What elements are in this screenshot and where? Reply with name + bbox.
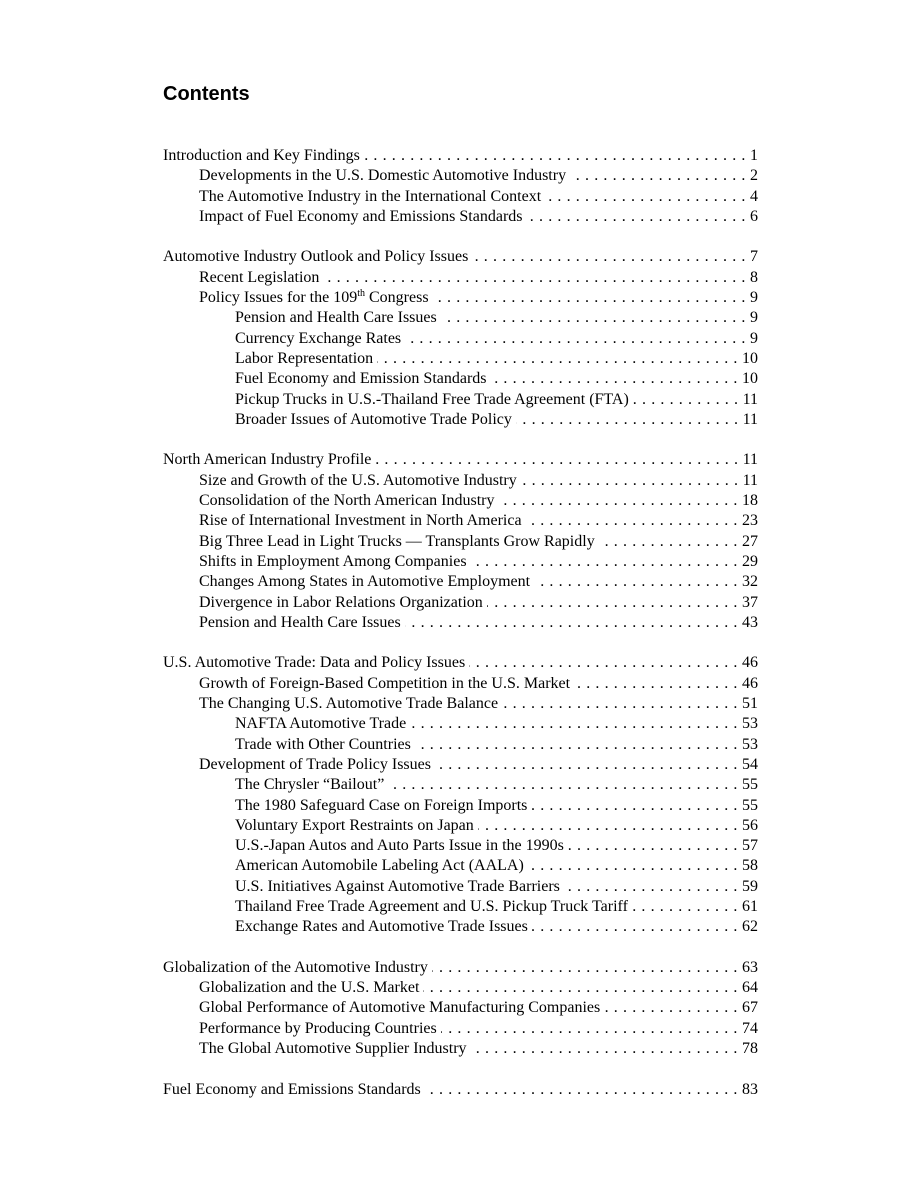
toc-dot-leader [545, 187, 746, 207]
toc-dot-leader [574, 674, 738, 694]
toc-page-number: 64 [742, 979, 758, 997]
toc-page-number: 10 [742, 349, 758, 367]
toc-page-number: 6 [750, 207, 758, 225]
toc-entry[interactable] [235, 816, 758, 836]
toc-entry[interactable] [163, 146, 758, 166]
toc-section [0, 958, 920, 1059]
toc-dot-leader [433, 288, 746, 308]
toc-entry[interactable] [235, 329, 758, 349]
toc-page-number: 46 [742, 674, 758, 692]
toc-entry[interactable] [235, 369, 758, 389]
toc-page-number: 9 [750, 309, 758, 327]
toc-page-number: 4 [750, 187, 758, 205]
toc-page-number: 9 [750, 289, 758, 307]
toc-entry-title: Divergence in Labor Relations Organization [199, 593, 483, 611]
toc-entry[interactable] [199, 572, 758, 592]
toc-dot-leader [472, 247, 746, 267]
toc-section [0, 247, 920, 430]
toc-page-number: 8 [750, 268, 758, 286]
toc-entry-title: Performance by Producing Countries [199, 1019, 437, 1037]
toc-page-number: 37 [742, 593, 758, 611]
toc-entry[interactable] [199, 166, 758, 186]
toc-entry-title: Impact of Fuel Economy and Emissions Standards [199, 207, 523, 225]
toc-entry[interactable] [199, 755, 758, 775]
toc-entry-title: Pension and Health Care Issues [235, 309, 437, 327]
toc-section [0, 450, 920, 633]
toc-dot-leader [521, 471, 739, 491]
toc-entry-title-superscript: th [357, 288, 365, 300]
toc-entry[interactable] [199, 187, 758, 207]
toc-entry-title: The Global Automotive Supplier Industry [199, 1040, 467, 1058]
toc-page-number: 63 [742, 958, 758, 976]
toc-entry[interactable] [199, 998, 758, 1018]
toc-page-number: 7 [750, 248, 758, 266]
toc-entry-title: Currency Exchange Rates [235, 329, 402, 347]
toc-entry[interactable] [199, 511, 758, 531]
toc-entry-title: Thailand Free Trade Agreement and U.S. Pickup Truck Tariff [235, 897, 628, 915]
toc-entry-title: U.S. Initiatives Against Automotive Trade Barriers [235, 877, 560, 895]
toc-page-number: 11 [742, 390, 758, 408]
toc-dot-leader [604, 998, 738, 1018]
toc-entry-title: Exchange Rates and Automotive Trade Issues [235, 918, 528, 936]
toc-entry[interactable] [235, 390, 758, 410]
toc-entry[interactable] [235, 877, 758, 897]
toc-dot-leader [323, 268, 746, 288]
toc-entry-title: U.S.-Japan Autos and Auto Parts Issue in the 1990s [235, 837, 564, 855]
page-title: Contents [163, 83, 250, 105]
toc-entry[interactable] [199, 674, 758, 694]
toc-dot-leader [415, 735, 738, 755]
toc-dot-leader [471, 552, 738, 572]
toc-entry[interactable] [163, 1080, 758, 1100]
toc-dot-leader [526, 511, 738, 531]
toc-entry[interactable] [199, 268, 758, 288]
toc-entry-title: Big Three Lead in Light Trucks — Transplants Grow Rapidly [199, 532, 595, 550]
toc-entry-title: The Automotive Industry in the International Context [199, 187, 542, 205]
toc-entry[interactable] [235, 775, 758, 795]
toc-entry-title: Globalization and the U.S. Market [199, 979, 420, 997]
toc-dot-leader [599, 532, 738, 552]
toc-page-number: 78 [742, 1040, 758, 1058]
toc-dot-leader [388, 775, 738, 795]
toc-page-number: 11 [742, 410, 758, 428]
toc-dot-leader [570, 166, 746, 186]
toc-entry-title: Shifts in Employment Among Companies [199, 552, 467, 570]
toc-entry-title: Pickup Trucks in U.S.-Thailand Free Trade Agreement (FTA) [235, 390, 629, 408]
toc-entry[interactable] [235, 856, 758, 876]
toc-page-number: 2 [750, 167, 758, 185]
toc-page-number: 54 [742, 755, 758, 773]
toc-entry[interactable] [235, 349, 758, 369]
toc-dot-leader [471, 1039, 738, 1059]
toc-entry-title: Fuel Economy and Emissions Standards [163, 1080, 421, 1098]
toc-entry-title: NAFTA Automotive Trade [235, 715, 407, 733]
toc-entry-title: Fuel Economy and Emission Standards [235, 370, 487, 388]
toc-entry-title [199, 288, 429, 308]
toc-page-number: 53 [742, 735, 758, 753]
toc-entry[interactable] [199, 207, 758, 227]
toc-dot-leader [469, 653, 738, 673]
toc-dot-leader [432, 958, 738, 978]
toc-entry[interactable] [163, 653, 758, 673]
toc-entry-title: The 1980 Safeguard Case on Foreign Imports [235, 796, 528, 814]
toc-page-number: 11 [742, 451, 758, 469]
toc-entry-title: North American Industry Profile [163, 451, 372, 469]
toc-entry-title: Globalization of the Automotive Industry [163, 958, 428, 976]
toc-entry[interactable] [235, 714, 758, 734]
toc-dot-leader [478, 816, 738, 836]
toc-entry[interactable] [199, 613, 758, 633]
toc-page-number: 51 [742, 695, 758, 713]
toc-entry[interactable] [163, 450, 758, 470]
toc-entry[interactable] [235, 836, 758, 856]
toc-dot-leader [491, 369, 738, 389]
toc-dot-leader [410, 714, 738, 734]
toc-page-number: 57 [742, 837, 758, 855]
toc-entry-title: The Chrysler “Bailout” [235, 776, 385, 794]
toc-page-number: 9 [750, 329, 758, 347]
toc-entry[interactable] [199, 978, 758, 998]
toc-entry[interactable] [199, 552, 758, 572]
toc-dot-leader [516, 410, 739, 430]
toc-page-number: 10 [742, 370, 758, 388]
toc-entry-title: Voluntary Export Restraints on Japan [235, 816, 474, 834]
toc-entry[interactable] [163, 247, 758, 267]
toc-page-number: 55 [742, 776, 758, 794]
toc-dot-leader [531, 796, 738, 816]
toc-entry-title: The Changing U.S. Automotive Trade Balance [199, 695, 499, 713]
toc-dot-leader [487, 593, 738, 613]
toc-page-number: 55 [742, 796, 758, 814]
toc-entry[interactable] [235, 308, 758, 328]
toc-entry-title: Broader Issues of Automotive Trade Policy [235, 410, 512, 428]
toc-entry-title: U.S. Automotive Trade: Data and Policy Issues [163, 654, 466, 672]
toc-entry-title-text-after: Congress [364, 289, 429, 307]
toc-page-number: 59 [742, 877, 758, 895]
toc-dot-leader [532, 917, 738, 937]
toc-entry-title: Introduction and Key Findings [163, 147, 360, 164]
toc-page-number: 58 [742, 857, 758, 875]
toc-page-number: 67 [742, 999, 758, 1017]
toc-entry-title: Development of Trade Policy Issues [199, 755, 431, 773]
toc-entry[interactable] [199, 491, 758, 511]
toc-page-number: 43 [742, 613, 758, 631]
toc-page-number: 83 [742, 1080, 758, 1098]
toc-section [0, 1080, 920, 1100]
toc-dot-leader [528, 856, 738, 876]
toc-dot-leader [375, 450, 738, 470]
toc-dot-leader [633, 390, 739, 410]
toc-page-number: 74 [742, 1019, 758, 1037]
toc-dot-leader [423, 978, 738, 998]
toc-entry[interactable] [163, 958, 758, 978]
toc-entry[interactable] [199, 1019, 758, 1039]
toc-entry-title-text: Policy Issues for the 109 [199, 289, 358, 307]
toc-dot-leader [441, 308, 746, 328]
toc-entry[interactable] [235, 897, 758, 917]
toc-entry-title: American Automobile Labeling Act (AALA) [235, 857, 524, 875]
toc-page-number: 32 [742, 573, 758, 591]
toc-page-number: 23 [742, 512, 758, 530]
toc-entry-title: Global Performance of Automotive Manufacturing Companies [199, 999, 601, 1017]
toc-entry-title: Consolidation of the North American Industry [199, 492, 495, 510]
toc-entry[interactable] [235, 917, 758, 937]
toc-entry[interactable] [235, 410, 758, 430]
toc-page-number: 53 [742, 715, 758, 733]
toc-page-number: 18 [742, 492, 758, 510]
toc-entry[interactable] [199, 532, 758, 552]
toc-entry-title: Developments in the U.S. Domestic Automotive Industry [199, 167, 567, 185]
toc-dot-leader [425, 1080, 738, 1100]
toc-dot-leader [502, 694, 738, 714]
toc-entry[interactable] [199, 471, 758, 491]
toc-entry-title: Size and Growth of the U.S. Automotive Industry [199, 471, 517, 489]
toc-entry[interactable] [235, 796, 758, 816]
toc-dot-leader [405, 613, 738, 633]
toc-entry[interactable] [199, 1039, 758, 1059]
toc-entry-title: Recent Legislation [199, 268, 320, 286]
toc-page-number: 62 [742, 918, 758, 936]
toc-page-number: 11 [742, 471, 758, 489]
toc-dot-leader [364, 146, 746, 166]
toc-dot-leader [441, 1019, 738, 1039]
toc-dot-leader [568, 836, 738, 856]
toc-page-number: 1 [750, 147, 758, 164]
toc-page-number: 27 [742, 532, 758, 550]
toc-entry[interactable] [199, 694, 758, 714]
toc-dot-leader [435, 755, 738, 775]
toc-entry[interactable] [235, 735, 758, 755]
toc-dot-leader [527, 207, 746, 227]
toc-section [0, 653, 920, 937]
toc-entry-title: Growth of Foreign-Based Competition in the U.S. Market [199, 674, 571, 692]
toc-entry-title: Changes Among States in Automotive Employment [199, 573, 531, 591]
toc-section [0, 146, 920, 227]
toc-entry-title: Labor Representation [235, 349, 374, 367]
toc-entry-title: Rise of International Investment in North America [199, 512, 522, 530]
toc-page-number: 56 [742, 816, 758, 834]
toc-dot-leader [632, 897, 738, 917]
toc-entry-title: Pension and Health Care Issues [199, 613, 401, 631]
toc-dot-leader [405, 329, 746, 349]
toc-page-number: 61 [742, 897, 758, 915]
toc-dot-leader [499, 491, 738, 511]
toc-page-number: 46 [742, 654, 758, 672]
toc-entry-title: Automotive Industry Outlook and Policy Issues [163, 248, 469, 266]
toc-entry-title: Trade with Other Countries [235, 735, 411, 753]
toc-dot-leader [534, 572, 738, 592]
toc-entry[interactable] [199, 593, 758, 613]
toc-page-number: 29 [742, 552, 758, 570]
toc-dot-leader [377, 349, 738, 369]
toc-dot-leader [564, 877, 738, 897]
table-of-contents [0, 146, 920, 1120]
toc-entry[interactable] [199, 288, 758, 308]
